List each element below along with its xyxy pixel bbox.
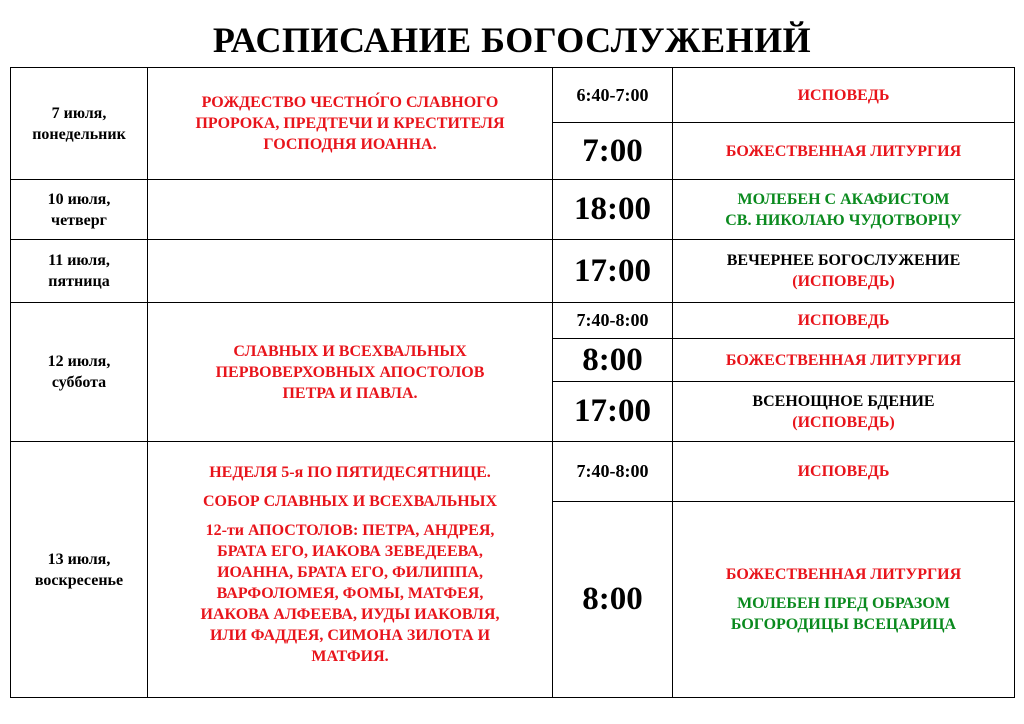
service-time: 8:00 xyxy=(553,502,673,698)
schedule-row xyxy=(11,180,1015,240)
service-time: 7:00 xyxy=(553,123,673,180)
date-day: 10 июля, xyxy=(47,190,111,208)
service-time: 8:00 xyxy=(553,339,673,382)
feast-title xyxy=(148,240,553,303)
service-name xyxy=(673,339,1015,382)
day-date xyxy=(11,240,148,303)
feast-line: ПЕРВОВЕРХОВНЫХ АПОСТОЛОВ xyxy=(215,363,485,381)
schedule-table xyxy=(10,67,1015,698)
feast-line: БРАТА ЕГО, ИАКОВА ЗЕВЕДЕЕВА, xyxy=(217,543,483,560)
service-time: 6:40-7:00 xyxy=(553,68,673,123)
date-weekday: пятница xyxy=(48,273,110,290)
service-time: 7:40-8:00 xyxy=(553,442,673,502)
schedule-row xyxy=(11,68,1015,123)
service-line: (ИСПОВЕДЬ) xyxy=(792,413,895,431)
service-name xyxy=(673,382,1015,442)
service-time: 7:40-8:00 xyxy=(553,303,673,339)
service-name xyxy=(673,180,1015,240)
service-name xyxy=(673,240,1015,303)
feast-line: 12-ти АПОСТОЛОВ: ПЕТРА, АНДРЕЯ, xyxy=(205,522,495,539)
feast-line: ГОСПОДНЯ ИОАННА. xyxy=(263,136,437,153)
service-name xyxy=(673,68,1015,123)
schedule-row xyxy=(11,303,1015,339)
page-title: РАСПИСАНИЕ БОГОСЛУЖЕНИЙ xyxy=(212,20,812,60)
date-day: 7 июля, xyxy=(51,104,107,122)
service-line: БОЖЕСТВЕННАЯ ЛИТУРГИЯ xyxy=(725,566,962,583)
service-line: МОЛЕБЕН ПРЕД ОБРАЗОМ xyxy=(737,595,950,612)
service-time: 18:00 xyxy=(553,180,673,240)
service-name xyxy=(673,442,1015,502)
service-line: (ИСПОВЕДЬ) xyxy=(792,273,895,290)
feast-title xyxy=(148,180,553,240)
feast-line: НЕДЕЛЯ 5-я ПО ПЯТИДЕСЯТНИЦЕ. xyxy=(209,464,491,481)
service-line: ИСПОВЕДЬ xyxy=(797,312,890,329)
service-name xyxy=(673,303,1015,339)
feast-line: ИЛИ ФАДДЕЯ, СИМОНА ЗИЛОТА И xyxy=(209,627,491,644)
service-line: ВЕЧЕРНЕЕ БОГОСЛУЖЕНИЕ xyxy=(726,252,961,269)
service-line: МОЛЕБЕН С АКАФИСТОМ xyxy=(737,190,950,208)
day-date xyxy=(11,442,148,698)
feast-line: СОБОР СЛАВНЫХ И ВСЕХВАЛЬНЫХ xyxy=(202,493,498,510)
date-weekday: понедельник xyxy=(32,125,126,143)
feast-line: МАТФИЯ. xyxy=(311,648,389,665)
service-name xyxy=(673,502,1015,698)
schedule-row xyxy=(11,442,1015,502)
feast-line: ИАКОВА АЛФЕЕВА, ИУДЫ ИАКОВЛЯ, xyxy=(200,606,500,623)
feast-line: ВАРФОЛОМЕЯ, ФОМЫ, МАТФЕЯ, xyxy=(216,585,484,602)
feast-line: ИОАННА, БРАТА ЕГО, ФИЛИППА, xyxy=(217,564,483,581)
feast-line: ПЕТРА И ПАВЛА. xyxy=(282,384,418,402)
service-name xyxy=(673,123,1015,180)
service-line: БОЖЕСТВЕННАЯ ЛИТУРГИЯ xyxy=(725,351,962,369)
service-line: ВСЕНОЩНОЕ БДЕНИЕ xyxy=(752,392,935,410)
day-date xyxy=(11,180,148,240)
service-time: 17:00 xyxy=(553,382,673,442)
service-line: ИСПОВЕДЬ xyxy=(797,463,890,480)
feast-title xyxy=(148,68,553,180)
date-day: 13 июля, xyxy=(47,550,111,568)
date-weekday: суббота xyxy=(51,374,107,391)
date-day: 11 июля, xyxy=(48,252,110,269)
service-line: СВ. НИКОЛАЮ ЧУДОТВОРЦУ xyxy=(725,211,962,229)
date-weekday: четверг xyxy=(51,211,107,229)
day-date xyxy=(11,303,148,442)
feast-line: РОЖДЕСТВО ЧЕСТНО́ГО СЛАВНОГО xyxy=(201,94,499,111)
service-time: 17:00 xyxy=(553,240,673,303)
feast-line: СЛАВНЫХ И ВСЕХВАЛЬНЫХ xyxy=(233,342,467,360)
service-line: ИСПОВЕДЬ xyxy=(797,86,890,104)
service-line: БОЖЕСТВЕННАЯ ЛИТУРГИЯ xyxy=(725,142,962,160)
service-line: БОГОРОДИЦЫ ВСЕЦАРИЦА xyxy=(730,616,957,633)
schedule-row xyxy=(11,240,1015,303)
day-date xyxy=(11,68,148,180)
feast-title xyxy=(148,303,553,442)
feast-line: ПРОРОКА, ПРЕДТЕЧИ И КРЕСТИТЕЛЯ xyxy=(195,115,505,132)
date-weekday: воскресенье xyxy=(34,571,124,589)
feast-title xyxy=(148,442,553,698)
date-day: 12 июля, xyxy=(47,353,111,370)
